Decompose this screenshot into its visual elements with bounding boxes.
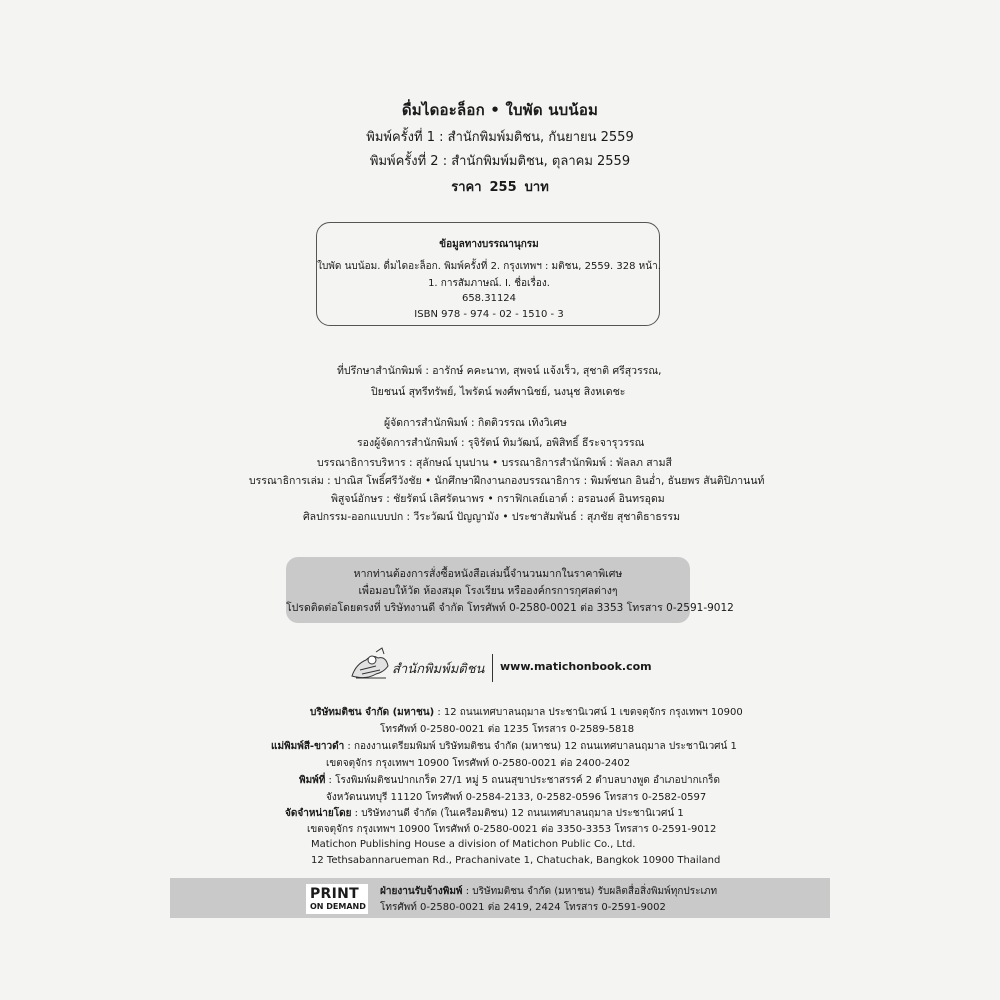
- isbn: ISBN 978 - 974 - 02 - 1510 - 3: [414, 309, 564, 320]
- editors-line: บรรณาธิการบริหาร : สุลักษณ์ บุนปาน • บรรณาธิการสำนักพิมพ์ : พัลลภ สามสี: [317, 457, 672, 469]
- printer-label: พิมพ์ที่: [299, 775, 326, 786]
- english-line: Matichon Publishing House a division of Matichon Public Co., Ltd.: [311, 839, 636, 850]
- cip-line: ใบพัด นบน้อม. ดื่มไดอะล็อก. พิมพ์ครั้งที่ 2. กรุงเทพฯ : มติชน, 2559. 328 หน้า.: [317, 261, 661, 272]
- distributor-text: : บริษัทงานดี จำกัด (ในเครือมติชน) 12 ถนนเทศบาลนฤมาล ประชานิเวศน์ 1: [351, 808, 684, 819]
- cataloging-box: [316, 222, 660, 326]
- promo-line: หากท่านต้องการสั่งซื้อหนังสือเล่มนี้จำนวนมากในราคาพิเศษ: [353, 568, 623, 580]
- publisher-logo-icon: [346, 646, 392, 684]
- printer-line-2: จังหวัดนนทบุรี 11120 โทรศัพท์ 0-2584-2133, 0-2582-0596 โทรสาร 0-2582-0597: [326, 792, 707, 803]
- manager-line: ผู้จัดการสำนักพิมพ์ : กิตติวรรณ เทิงวิเศษ: [384, 417, 567, 429]
- company-label: บริษัทมติชน จำกัด (มหาชน): [310, 707, 435, 718]
- distributor-line: [285, 806, 684, 821]
- price-label: ราคา: [451, 180, 482, 195]
- logo-divider: [492, 654, 493, 682]
- edition-2: พิมพ์ครั้งที่ 2 : สำนักพิมพ์มติชน, ตุลาคม 2559: [369, 154, 631, 169]
- company-line: [310, 705, 743, 720]
- printer-text: : โรงพิมพ์มติชนปากเกร็ด 27/1 หมู่ 5 ถนนสุขาประชาสรรค์ 2 ตำบลบางพูด อำเภอปากเกร็ด: [325, 775, 720, 786]
- cip-line: 1. การสัมภาษณ์. I. ชื่อเรื่อง.: [428, 278, 550, 289]
- price-value: 255: [489, 180, 517, 195]
- pod-text: : บริษัทมติชน จำกัด (มหาชน) รับผลิตสื่อสิ่งพิมพ์ทุกประเภท: [462, 886, 718, 897]
- pod-print-text: PRINT: [310, 886, 360, 902]
- pod-label: ฝ่ายงานรับจ้างพิมพ์: [380, 886, 463, 897]
- pod-contact: โทรศัพท์ 0-2580-0021 ต่อ 2419, 2424 โทรสาร 0-2591-9002: [380, 902, 666, 913]
- deputy-line: รองผู้จัดการสำนักพิมพ์ : รุจิรัตน์ ทิมวัฒน์, อพิสิทธิ์ ธีระจารุวรรณ: [357, 437, 645, 449]
- pod-line: [380, 884, 717, 899]
- price-unit: บาท: [524, 180, 549, 195]
- website-link[interactable]: www.matichonbook.com: [500, 660, 652, 673]
- distributor-line-2: เขตจตุจักร กรุงเทพฯ 10900 โทรศัพท์ 0-2580-0021 ต่อ 3350-3353 โทรสาร 0-2591-9012: [307, 824, 717, 835]
- publisher-logo-row: [346, 646, 666, 686]
- separation-line: [271, 739, 737, 754]
- separation-line-2: เขตจตุจักร กรุงเทพฯ 10900 โทรศัพท์ 0-2580-0021 ต่อ 2400-2402: [326, 758, 631, 769]
- proof-line: พิสูจน์อักษร : ชัยรัตน์ เลิศรัตนาพร • กราฟิกเลย์เอาต์ : อรอนงค์ อินทรอุดม: [331, 493, 665, 505]
- promo-line: เพื่อมอบให้วัด ห้องสมุด โรงเรียน หรือองค์กรการกุศลต่างๆ: [358, 585, 618, 597]
- separation-label: แม่พิมพ์สี-ขาวดำ: [271, 741, 345, 752]
- publisher-logo-script: สำนักพิมพ์มติชน: [392, 662, 485, 677]
- cover-line: ศิลปกรรม-ออกแบบปก : วีระวัฒน์ ปัญญามัง • ประชาสัมพันธ์ : สุภชัย สุชาติธาธรรม: [303, 511, 680, 523]
- company-address: : 12 ถนนเทศบาลนฤมาล ประชานิเวศน์ 1 เขตจตุจักร กรุงเทพฯ 10900: [434, 707, 743, 718]
- advisors-line: ที่ปรึกษาสำนักพิมพ์ : อารักษ์ คคะนาท, สุพจน์ แจ้งเร็ว, สุชาติ ศรีสุวรรณ,: [337, 365, 662, 377]
- print-on-demand-band: [170, 878, 830, 918]
- book-title: ดื่มไดอะล็อก • ใบพัด นบน้อม: [401, 101, 599, 119]
- separation-text: : กองงานเตรียมพิมพ์ บริษัทมติชน จำกัด (มหาชน) 12 ถนนเทศบาลนฤมาล ประชานิเวศน์ 1: [344, 741, 737, 752]
- book-editor-line: บรรณาธิการเล่ม : ปาณิส โพธิ์ศรีวังชัย • นักศึกษาฝึกงานกองบรรณาธิการ : พิมพ์ชนก อินอ่ำ, ธันยพร สันติปิภานนท์: [249, 475, 765, 487]
- company-phone: โทรศัพท์ 0-2580-0021 ต่อ 1235 โทรสาร 0-2589-5818: [380, 724, 635, 735]
- distributor-label: จัดจำหน่ายโดย: [285, 808, 352, 819]
- edition-1: พิมพ์ครั้งที่ 1 : สำนักพิมพ์มติชน, กันยายน 2559: [366, 130, 634, 145]
- cip-heading: ข้อมูลทางบรรณานุกรม: [439, 239, 539, 250]
- bulk-order-box: [286, 557, 734, 623]
- price: [0, 176, 1000, 197]
- pod-ondemand-text: ON DEMAND: [310, 902, 366, 911]
- promo-line: โปรดติดต่อโดยตรงที่ บริษัทงานดี จำกัด โทรศัพท์ 0-2580-0021 ต่อ 3353 โทรสาร 0-2591-9012: [286, 602, 734, 614]
- english-address: 12 Tethsabannarueman Rd., Prachanivate 1, Chatuchak, Bangkok 10900 Thailand: [311, 855, 721, 866]
- print-on-demand-logo: [306, 884, 368, 914]
- cip-line: 658.31124: [461, 293, 517, 304]
- printer-line: [299, 773, 720, 788]
- advisors-line: ปิยชนน์ สุทรีทรัพย์, ไพรัตน์ พงศ์พานิชย์, นงนุช สิงหเดชะ: [371, 386, 626, 398]
